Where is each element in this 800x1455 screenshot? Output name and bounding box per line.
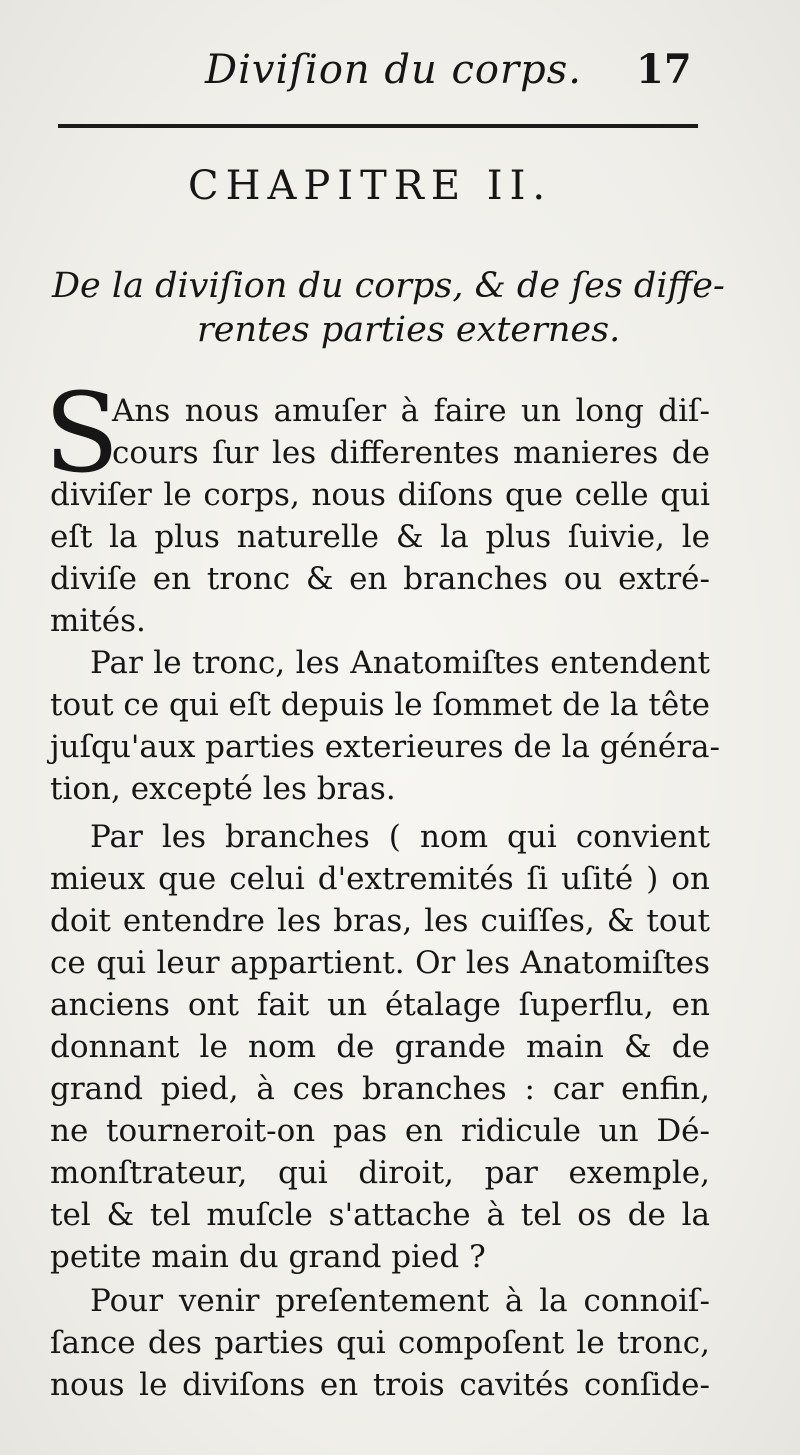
text-line: Par les branches ( nom qui convient (90, 819, 710, 855)
text-line: ſance des parties qui compoſent le tronc, (50, 1325, 710, 1361)
text-line: ce qui leur appartient. Or les Anatomiſtes (50, 945, 710, 981)
text-line: diviſe en tronc & en branches ou extré- (50, 561, 710, 597)
text-line: tout ce qui eſt depuis le ſommet de la tête (50, 687, 710, 723)
text-line: juſqu'aux parties exterieures de la généra- (50, 729, 720, 765)
text-line: tion, excepté les bras. (50, 771, 396, 807)
header-rule (58, 124, 698, 128)
text-line: nous le diviſons en trois cavités conſide- (50, 1367, 710, 1403)
text-line: ne tourneroit-on pas en ridicule un Dé- (50, 1113, 710, 1149)
chapter-subtitle-line-2: rentes parties externes. (197, 310, 621, 350)
drop-cap: S (44, 369, 120, 497)
text-line: Ans nous amuſer à faire un long diſ- (112, 393, 710, 429)
chapter-subtitle-line-1: De la diviſion du corps, & de ſes diffe- (52, 266, 725, 306)
text-line: mieux que celui d'extremités ſi uſité ) on (50, 861, 710, 897)
page-number: 17 (636, 46, 692, 93)
text-line: grand pied, à ces branches : car enfin, (50, 1071, 710, 1107)
text-line: petite main du grand pied ? (50, 1239, 486, 1275)
text-line: cours ſur les differentes manieres de (112, 435, 710, 471)
text-line: diviſer le corps, nous diſons que celle qui (50, 477, 710, 513)
text-line: Par le tronc, les Anatomiſtes entendent (90, 645, 710, 681)
text-line: donnant le nom de grande main & de (50, 1029, 710, 1065)
text-line: monſtrateur, qui diroit, par exemple, (50, 1155, 710, 1191)
running-head-title: Diviſion du corps. (205, 47, 582, 93)
text-line: anciens ont fait un étalage ſuperflu, en (50, 987, 710, 1023)
text-line: tel & tel muſcle s'attache à tel os de la (50, 1197, 710, 1233)
text-line: Pour venir preſentement à la connoiſ- (90, 1283, 710, 1319)
text-line: mités. (50, 603, 146, 639)
chapter-heading: CHAPITRE II. (188, 163, 553, 209)
text-line: doit entendre les bras, les cuiſſes, & tout (50, 903, 710, 939)
text-line: eſt la plus naturelle & la plus ſuivie, le (50, 519, 710, 555)
